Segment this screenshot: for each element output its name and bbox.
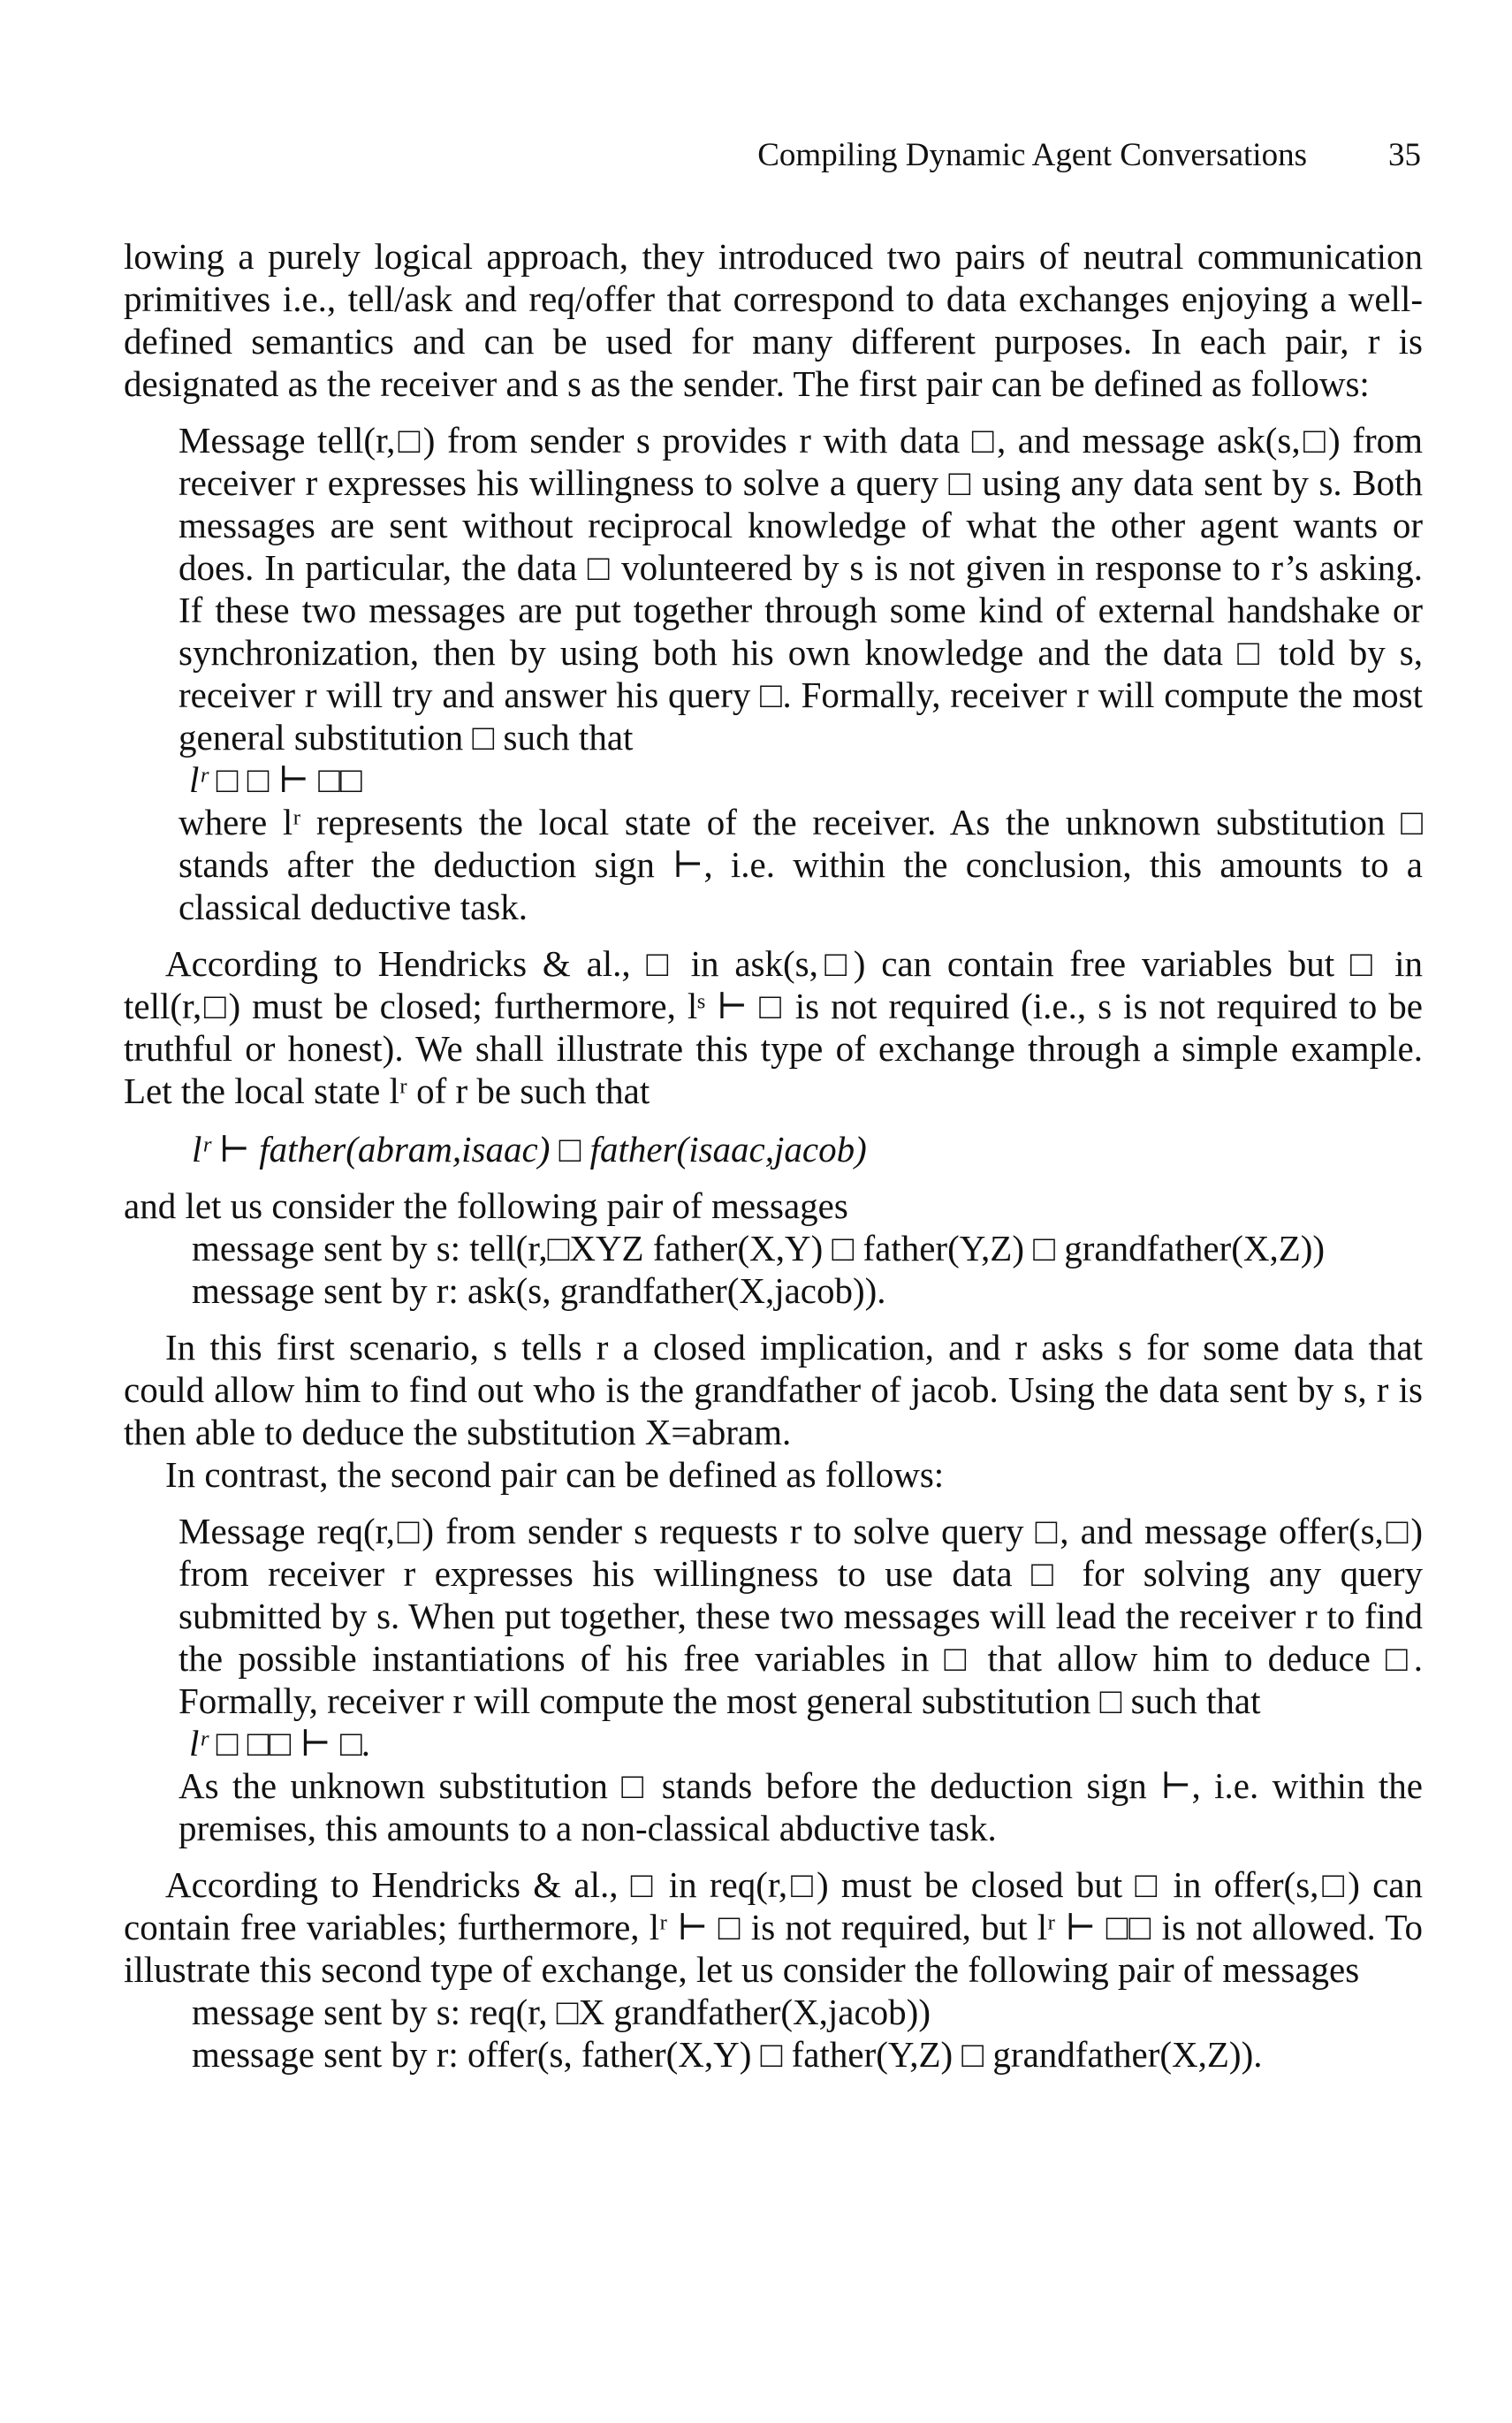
paragraph: lowing a purely logical approach, they introduced two pairs of neutral communication primitives i.e., tell/ask and req/offer that correspond to data exchanges enjoying a well-defined semantics and can be used for many different purposes. In each pair, r is designated as the receiver and s as the sender. The first pair can be defined as follows:	[124, 236, 1423, 404]
paragraph: According to Hendricks & al., □ in req(r,□) must be closed but □ in offer(s,□) can contain free variables; furthermore, lʳ ⊢ □ is not required, but lʳ ⊢ □□ is not allowed. To illustrate this second type of exchange, let us consider the following pair of messages	[124, 1864, 1423, 1990]
message-line: message sent by s: req(r, □X grandfather(X,jacob))	[192, 1992, 931, 2032]
running-title: Compiling Dynamic Agent Conversations	[757, 137, 1307, 173]
definition-text: Message tell(r,□) from sender s provides r with data □, and message ask(s,□) from receiver r expresses his willingness to solve a query □ using any data sent by s. Both messages are sent without reciprocal knowledge of what the other agent wants or does. In particular, the data □ volunteered by s is not given in response to r’s asking. If these two messages are put together through some kind of external handshake or synchronization, then by using both his own knowledge and the data □ told by s, receiver r will try and answer his query □. Formally, receiver r will compute the most general substitution □ such that	[179, 420, 1423, 758]
definition-block	[179, 419, 1423, 928]
definition-block	[179, 1510, 1423, 1849]
paragraph: and let us consider the following pair of messages	[124, 1185, 848, 1226]
message-line: message sent by r: offer(s, father(X,Y) □ father(Y,Z) □ grandfather(X,Z)).	[192, 2034, 1263, 2075]
paragraph: According to Hendricks & al., □ in ask(s,□) can contain free variables but □ in tell(r,□) must be closed; furthermore, lˢ ⊢ □ is not required (i.e., s is not required to be truthful or honest). We shall illustrate this type of exchange through a simple example. Let the local state lʳ of r be such that	[124, 943, 1423, 1111]
body-text	[124, 235, 1423, 2076]
message-line: message sent by r: ask(s, grandfather(X,jacob)).	[192, 1270, 886, 1311]
running-header	[757, 134, 1421, 177]
paragraph: In contrast, the second pair can be defined as follows:	[165, 1454, 945, 1495]
definition-text: Message req(r,□) from sender s requests r to solve query □, and message offer(s,□) from receiver r expresses his willingness to use data □ for solving any query submitted by s. When put together, these two messages will lead the receiver r to find the possible instantiations of his free variables in □ that allow him to deduce □. Formally, receiver r will compute the most general substitution □ such that	[179, 1511, 1423, 1721]
paragraph: In this first scenario, s tells r a closed implication, and r asks s for some data that could allow him to find out who is the grandfather of jacob. Using the data sent by s, r is then able to deduce the substitution X=abram.	[124, 1327, 1423, 1452]
message-line: message sent by s: tell(r,□XYZ father(X,Y) □ father(Y,Z) □ grandfather(X,Z))	[192, 1228, 1326, 1269]
page-number: 35	[1388, 137, 1421, 173]
definition-text: As the unknown substitution □ stands before the deduction sign ⊢, i.e. within the premises, this amounts to a non-classical abductive task.	[179, 1765, 1423, 1848]
formula: lʳ ⊢ father(abram,isaac) □ father(isaac,jacob)	[192, 1129, 867, 1170]
formula: lʳ □ □□ ⊢ □.	[189, 1723, 372, 1764]
definition-text: where lʳ represents the local state of the receiver. As the unknown substitution □ stands after the deduction sign ⊢, i.e. within the conclusion, this amounts to a classical deductive task.	[179, 802, 1423, 927]
formula: lʳ □ □ ⊢ □□	[189, 759, 362, 800]
